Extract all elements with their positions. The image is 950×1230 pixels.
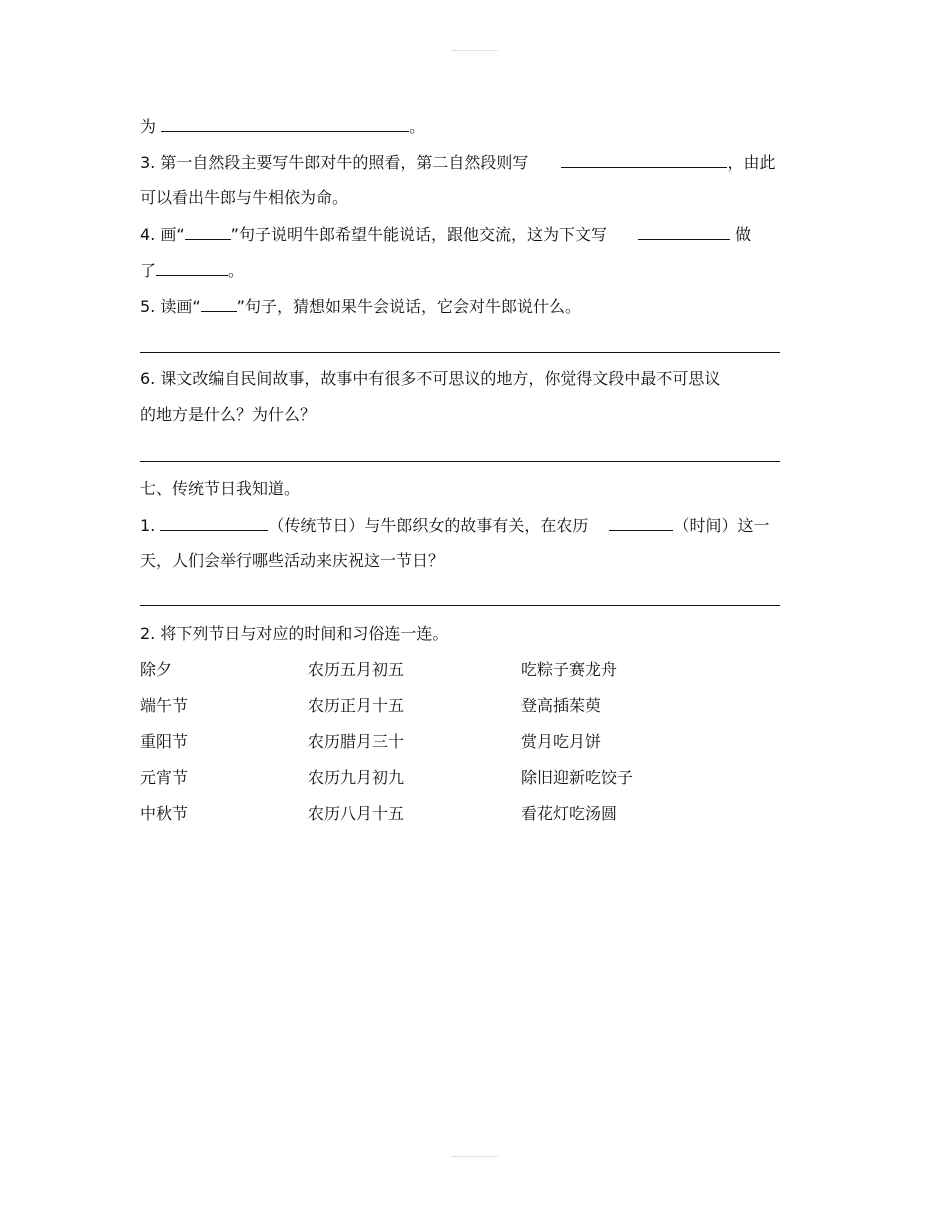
- custom-item[interactable]: 登高插茱萸: [521, 696, 602, 715]
- q4-answer-blank-1[interactable]: [638, 224, 730, 240]
- date-item[interactable]: 农历九月初九: [308, 768, 405, 787]
- footer-mark: [452, 1156, 498, 1157]
- question-6-line-2: 的地方是什么？为什么？: [140, 405, 317, 424]
- header-mark: [452, 50, 498, 51]
- date-item[interactable]: 农历五月初五: [308, 660, 405, 679]
- festival-item[interactable]: 中秋节: [140, 804, 189, 823]
- festival-item[interactable]: 除夕: [140, 660, 173, 679]
- festival-item[interactable]: 重阳节: [140, 732, 189, 751]
- section-7-title: 七、传统节日我知道。: [140, 479, 301, 498]
- custom-item[interactable]: 除旧迎新吃饺子: [521, 768, 634, 787]
- section-7-question-2: 2. 将下列节日与对应的时间和习俗连一连。: [140, 624, 449, 643]
- q4-quote-blank[interactable]: [185, 224, 231, 240]
- question-4: 4. 画“ ”句子说明牛郎希望牛能说话，跟他交流，这为下文写 做: [140, 225, 752, 244]
- custom-item[interactable]: 吃粽子赛龙舟: [521, 660, 618, 679]
- question-4-line-2: 了 。: [140, 261, 245, 280]
- festival-name-blank[interactable]: [160, 515, 268, 531]
- q2-answer-line: 为 。: [140, 117, 426, 136]
- question-3: 3. 第一自然段主要写牛郎对牛的照看，第二自然段则写 ，由此: [140, 153, 776, 172]
- q5-answer-line[interactable]: [140, 352, 780, 353]
- date-item[interactable]: 农历腊月三十: [308, 732, 405, 751]
- festival-date-blank[interactable]: [609, 515, 673, 531]
- date-item[interactable]: 农历八月十五: [308, 804, 405, 823]
- question-6: 6. 课文改编自民间故事，故事中有很多不可思议的地方，你觉得文段中最不可思议: [140, 369, 721, 388]
- q2-answer-blank[interactable]: [161, 116, 409, 132]
- festival-item[interactable]: 端午节: [140, 696, 189, 715]
- q5-quote-blank[interactable]: [201, 296, 237, 312]
- custom-item[interactable]: 赏月吃月饼: [521, 732, 602, 751]
- q6-answer-line[interactable]: [140, 461, 780, 462]
- festival-item[interactable]: 元宵节: [140, 768, 189, 787]
- s7q1-answer-line[interactable]: [140, 605, 780, 606]
- custom-item[interactable]: 看花灯吃汤圆: [521, 804, 618, 823]
- q4-answer-blank-2[interactable]: [156, 260, 228, 276]
- question-3-line-2: 可以看出牛郎与牛相依为命。: [140, 188, 349, 207]
- section-7-question-1: 1. （传统节日）与牛郎织女的故事有关，在农历 （时间）这一: [140, 516, 770, 535]
- question-5: 5. 读画“ ”句子，猜想如果牛会说话，它会对牛郎说什么。: [140, 297, 581, 316]
- q3-answer-blank[interactable]: [561, 152, 727, 168]
- date-item[interactable]: 农历正月十五: [308, 696, 405, 715]
- section-7-question-1-line-2: 天，人们会举行哪些活动来庆祝这一节日？: [140, 551, 445, 570]
